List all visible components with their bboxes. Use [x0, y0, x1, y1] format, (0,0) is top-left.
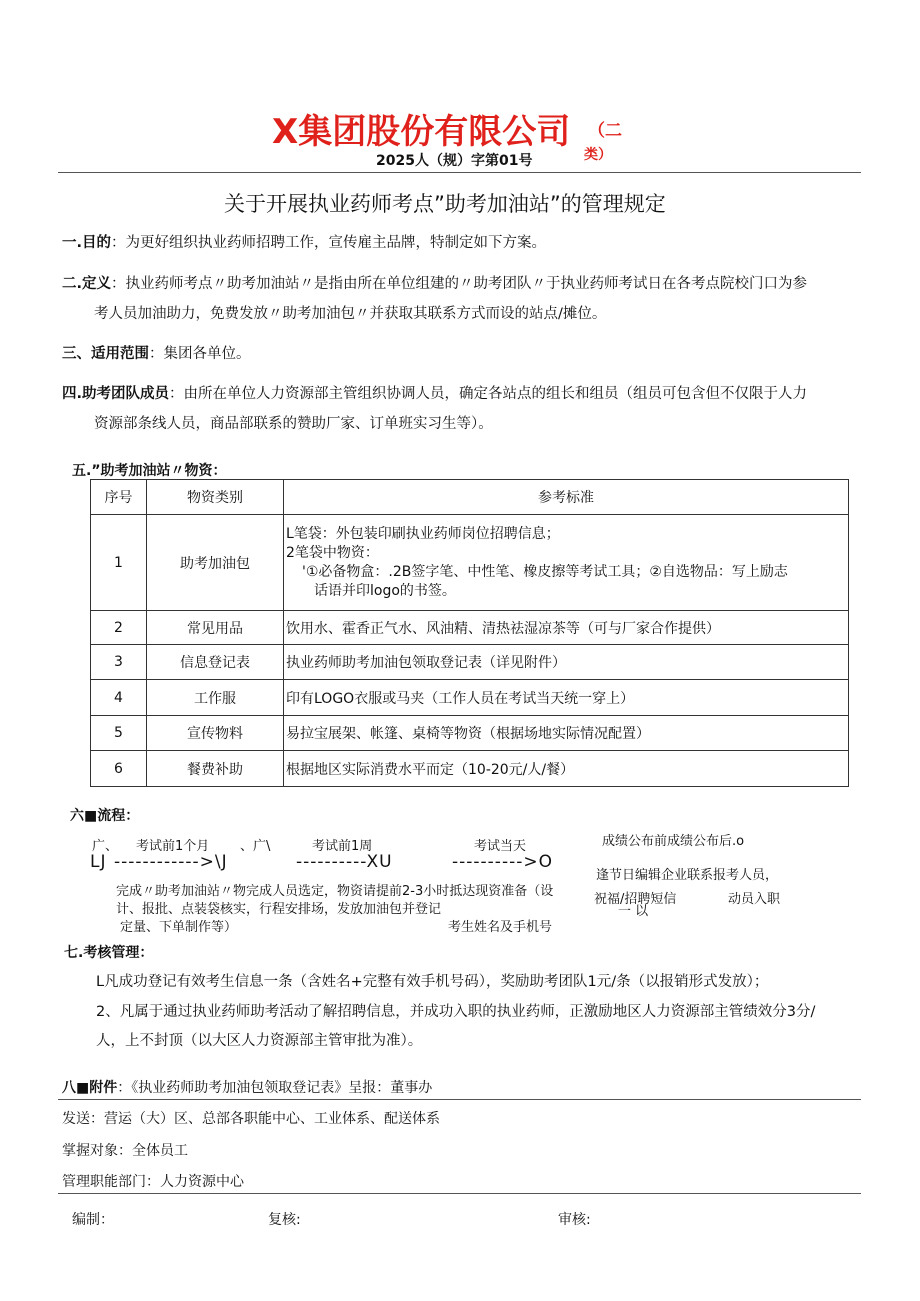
- section-flow-label: 六■流程：: [70, 808, 140, 824]
- section-purpose-label: 一.目的: [62, 235, 112, 251]
- table-header-category: 物资类别: [147, 480, 284, 515]
- document-title: 关于开展执业药师考点”助考加油站”的管理规定: [224, 192, 666, 216]
- flow-detail-line-1: 完成〃助考加油站〃物完成人员选定，物资请提前2-3小时抵达现资准备（设: [116, 884, 554, 899]
- section-materials-label: 五.”助考加油站〃物资：: [72, 463, 227, 479]
- row-category: 餐费补助: [147, 751, 284, 787]
- row-no: 6: [91, 751, 147, 787]
- flow-detail-line-4: 考生姓名及手机号: [448, 920, 553, 935]
- header-divider: [58, 172, 861, 173]
- flow-detail-line-3: 定量、下单制作等）: [120, 920, 238, 935]
- flow-marker: 、广\: [240, 839, 271, 854]
- section-purpose-text: ：为更好组织执业药师招聘工作，宣传雇主品牌，特制定如下方案。: [111, 235, 547, 251]
- section-definition: [62, 269, 862, 329]
- row-standard: 饮用水、霍香正气水、风油精、清热祛湿凉茶等（可与厂家合作提供）: [284, 611, 849, 645]
- table-header-no: 序号: [91, 480, 147, 515]
- flow-step-1-label: 考试前1个月: [136, 839, 210, 854]
- document-number: 2025人（规）字第01号: [376, 153, 533, 169]
- table-row: [91, 751, 849, 787]
- department-line: 管理职能部门：人力资源中心: [62, 1174, 244, 1190]
- attachment-text: ：《执业药师助考加油包领取登记表》呈报：董事办: [117, 1080, 433, 1096]
- row-standard-line: 话语并印logo的书签。: [314, 582, 456, 599]
- flow-arrow-1: ------------>\J: [114, 852, 228, 872]
- table-row: [91, 611, 849, 645]
- materials-table: [90, 479, 849, 787]
- audience-line: 掌握对象：全体员工: [62, 1143, 188, 1159]
- row-standard-line: 2笔袋中物资：: [286, 544, 379, 561]
- row-standard: 易拉宝展架、帐篷、桌椅等物资（根据场地实际情况配置）: [284, 716, 849, 751]
- flow-right-line-2: 祝福/招聘短信: [594, 892, 677, 907]
- table-row: [91, 515, 849, 611]
- section-scope-label: 三、适用范围: [62, 346, 149, 362]
- attachment-line: [62, 1077, 432, 1097]
- flow-right-line-1: 逢节日编辑企业联系报考人员，: [596, 868, 779, 883]
- section-scope: [62, 339, 862, 369]
- flow-step-3-label: 考试当天: [474, 839, 527, 854]
- section-purpose: [62, 228, 862, 258]
- section-team-text-2: 资源部条线人员，商品部联系的赞助厂家、订单班实习生等）。: [94, 416, 493, 432]
- table-row: [91, 680, 849, 716]
- reviewed-by: 复核:: [268, 1212, 301, 1228]
- section-team-text-1: ：由所在单位人力资源部主管组织协调人员，确定各站点的组长和组员（组员可包含但不仅限于人力: [169, 386, 808, 402]
- section-definition-text-1: ：执业药师考点〃助考加油站〃是指由所在单位组建的〃助考团队〃于执业药师考试日在各考点院校门口为参: [111, 276, 808, 292]
- attachment-label: 八■附件: [62, 1080, 118, 1096]
- flow-step-2-label: 考试前1周: [312, 839, 373, 854]
- table-row: [91, 716, 849, 751]
- assessment-item-2b: 人，上不封顶（以大区人力资源部主管审批为准）。: [96, 1033, 423, 1049]
- footer-divider-2: [58, 1193, 861, 1194]
- approved-by: 审核:: [558, 1212, 591, 1228]
- company-name: X集团股份有限公司: [272, 112, 571, 152]
- table-header-row: [91, 480, 849, 515]
- category-line-2: 类）: [584, 147, 612, 163]
- table-row: [91, 645, 849, 680]
- row-no: 5: [91, 716, 147, 751]
- table-header-standard: 参考标准: [284, 480, 849, 515]
- assessment-item-1: L凡成功登记有效考生信息一条（含姓名+完整有效手机号码），奖励助考团队1元/条（以报销形式发放）；: [96, 974, 769, 990]
- row-standard-line: L笔袋：外包装印刷执业药师岗位招聘信息；: [286, 525, 560, 542]
- row-standard: [284, 515, 849, 611]
- flow-marker: 广、: [92, 839, 119, 854]
- section-scope-text: ：集团各单位。: [149, 346, 251, 362]
- row-no: 4: [91, 680, 147, 716]
- row-category: 信息登记表: [147, 645, 284, 680]
- row-category: 宣传物料: [147, 716, 284, 751]
- section-team: [62, 379, 862, 439]
- row-standard: 根据地区实际消费水平而定（10-20元/人/餐）: [284, 751, 849, 787]
- row-no: 3: [91, 645, 147, 680]
- row-category: 工作服: [147, 680, 284, 716]
- row-no: 2: [91, 611, 147, 645]
- flow-detail-line-2: 计、报批、点装袋核实，行程安排场，发放加油包并登记: [116, 902, 442, 917]
- flow-step-4-label: 成绩公布前成绩公布后.o: [602, 834, 745, 849]
- section-assessment-label: 七.考核管理：: [64, 945, 154, 961]
- flow-arrow-2: ----------XU: [296, 852, 393, 872]
- flow-right-line-3: 动员入职: [728, 892, 781, 907]
- flow-start-marker: LJ: [90, 852, 107, 872]
- row-category: 助考加油包: [147, 515, 284, 611]
- row-standard-line: '①必备物盒：.2B签字笔、中性笔、橡皮擦等考试工具；②自选物品：写上励志: [302, 563, 788, 580]
- sendto-line: 发送：营运（大）区、总部各职能中心、工业体系、配送体系: [62, 1111, 440, 1127]
- prepared-by: 编制：: [72, 1212, 114, 1228]
- row-no: 1: [91, 515, 147, 611]
- section-team-label: 四.助考团队成员: [62, 386, 170, 402]
- row-standard: 印有LOGO衣服或马夹（工作人员在考试当天统一穿上）: [284, 680, 849, 716]
- row-standard: 执业药师助考加油包领取登记表（详见附件）: [284, 645, 849, 680]
- footer-divider-1: [58, 1099, 861, 1100]
- section-definition-text-2: 考人员加油助力，免费发放〃助考加油包〃并获取其联系方式而设的站点/摊位。: [94, 306, 607, 322]
- row-category: 常见用品: [147, 611, 284, 645]
- assessment-item-2a: 2、凡属于通过执业药师助考活动了解招聘信息，并成功入职的执业药师，正激励地区人力资源部主管绩效分3分/: [96, 1004, 816, 1020]
- flow-arrow-3: ---------->O: [452, 852, 553, 872]
- section-definition-label: 二.定义: [62, 276, 112, 292]
- flow-right-line-4: 一 以: [618, 904, 649, 919]
- category-line-1: （二: [588, 121, 622, 141]
